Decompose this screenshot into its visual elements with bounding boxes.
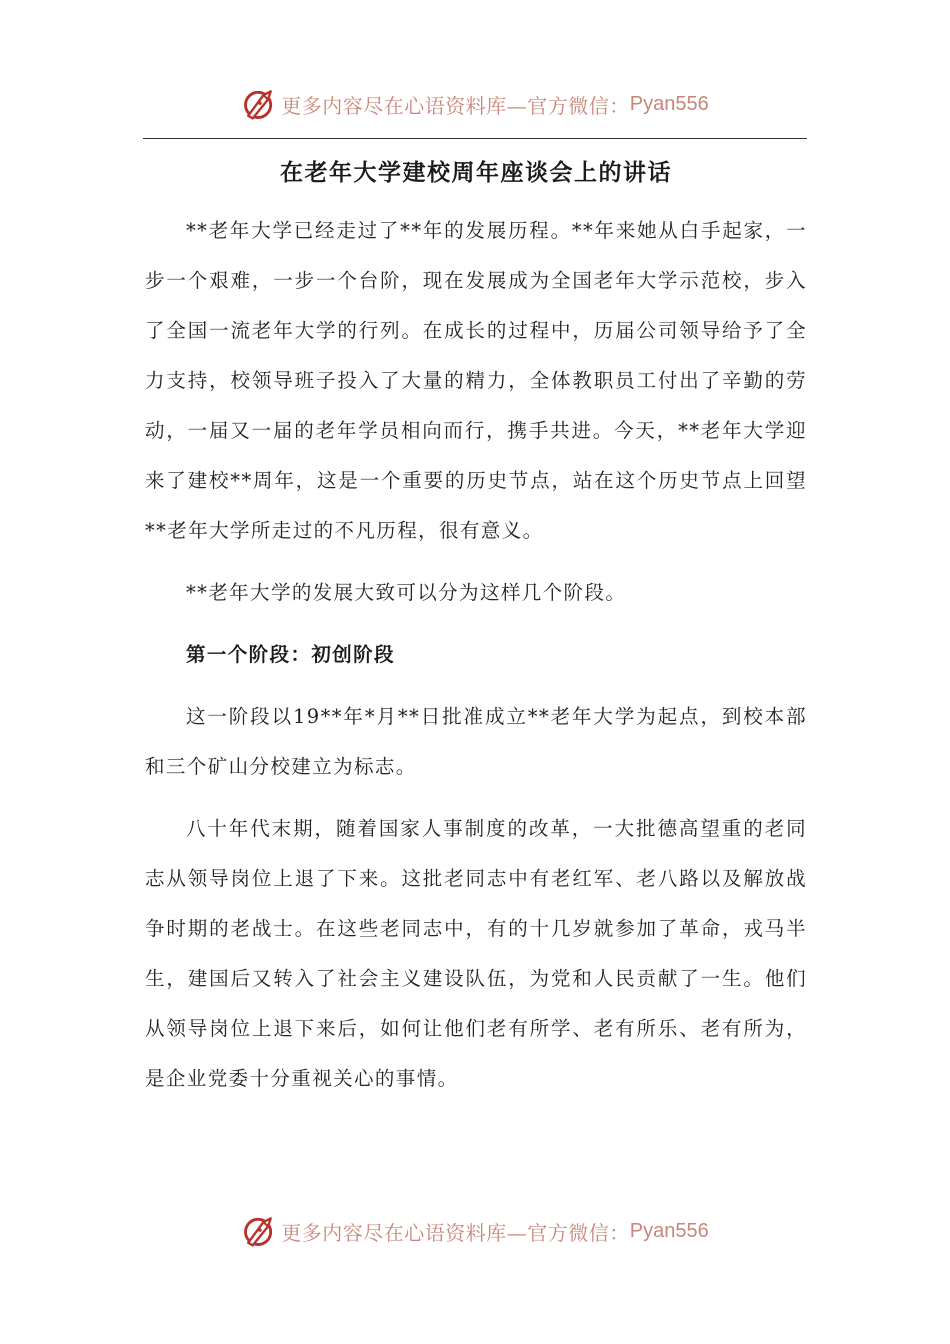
paragraph-stages-overview: **老年大学的发展大致可以分为这样几个阶段。 [185,581,627,604]
document-title: 在老年大学建校周年座谈会上的讲话 [280,159,672,186]
banner-text: 更多内容尽在心语资料库—官方微信： [281,93,630,118]
paragraph-stage-one-scope: 这一阶段以19**年*月**日批准成立**老年大学为起点，到校本部和三个矿山分校建立为标志。 [145,705,807,778]
header-banner [0,82,950,126]
footer-banner [0,1209,950,1253]
wechat-id: Pyan556 [629,1219,709,1242]
pen-nib-icon [241,86,277,122]
wechat-id: Pyan556 [629,92,709,115]
document-body [145,150,807,1104]
paragraph-intro: **老年大学已经走过了**年的发展历程。**年来她从白手起家，一步一个艰难，一步一个台阶，现在发展成为全国老年大学示范校，步入了全国一流老年大学的行列。在成长的过程中，历届公司领导给予了全力支持，校领导班子投入了大量的精力，全体教职员工付出了辛勤的劳动，一届又一届的老年学员相向而行，携手共进。今天，**老年大学迎来了建校**周年，这是一个重要的历史节点，站在这个历史节点上回望**老年大学所走过的不凡历程，很有意义。 [145,219,807,542]
banner-text: 更多内容尽在心语资料库—官方微信： [281,1220,630,1245]
section-heading: 第一个阶段：初创阶段 [185,643,395,666]
pen-nib-icon [241,1213,277,1249]
header-divider [143,138,807,139]
paragraph-stage-one-background: 八十年代末期，随着国家人事制度的改革，一大批德高望重的老同志从领导岗位上退了下来。这批老同志中有老红军、老八路以及解放战争时期的老战士。在这些老同志中，有的十几岁就参加了革命，戎马半生，建国后又转入了社会主义建设队伍，为党和人民贡献了一生。他们从领导岗位上退下来后，如何让他们老有所学、老有所乐、老有所为，是企业党委十分重视关心的事情。 [145,817,807,1090]
